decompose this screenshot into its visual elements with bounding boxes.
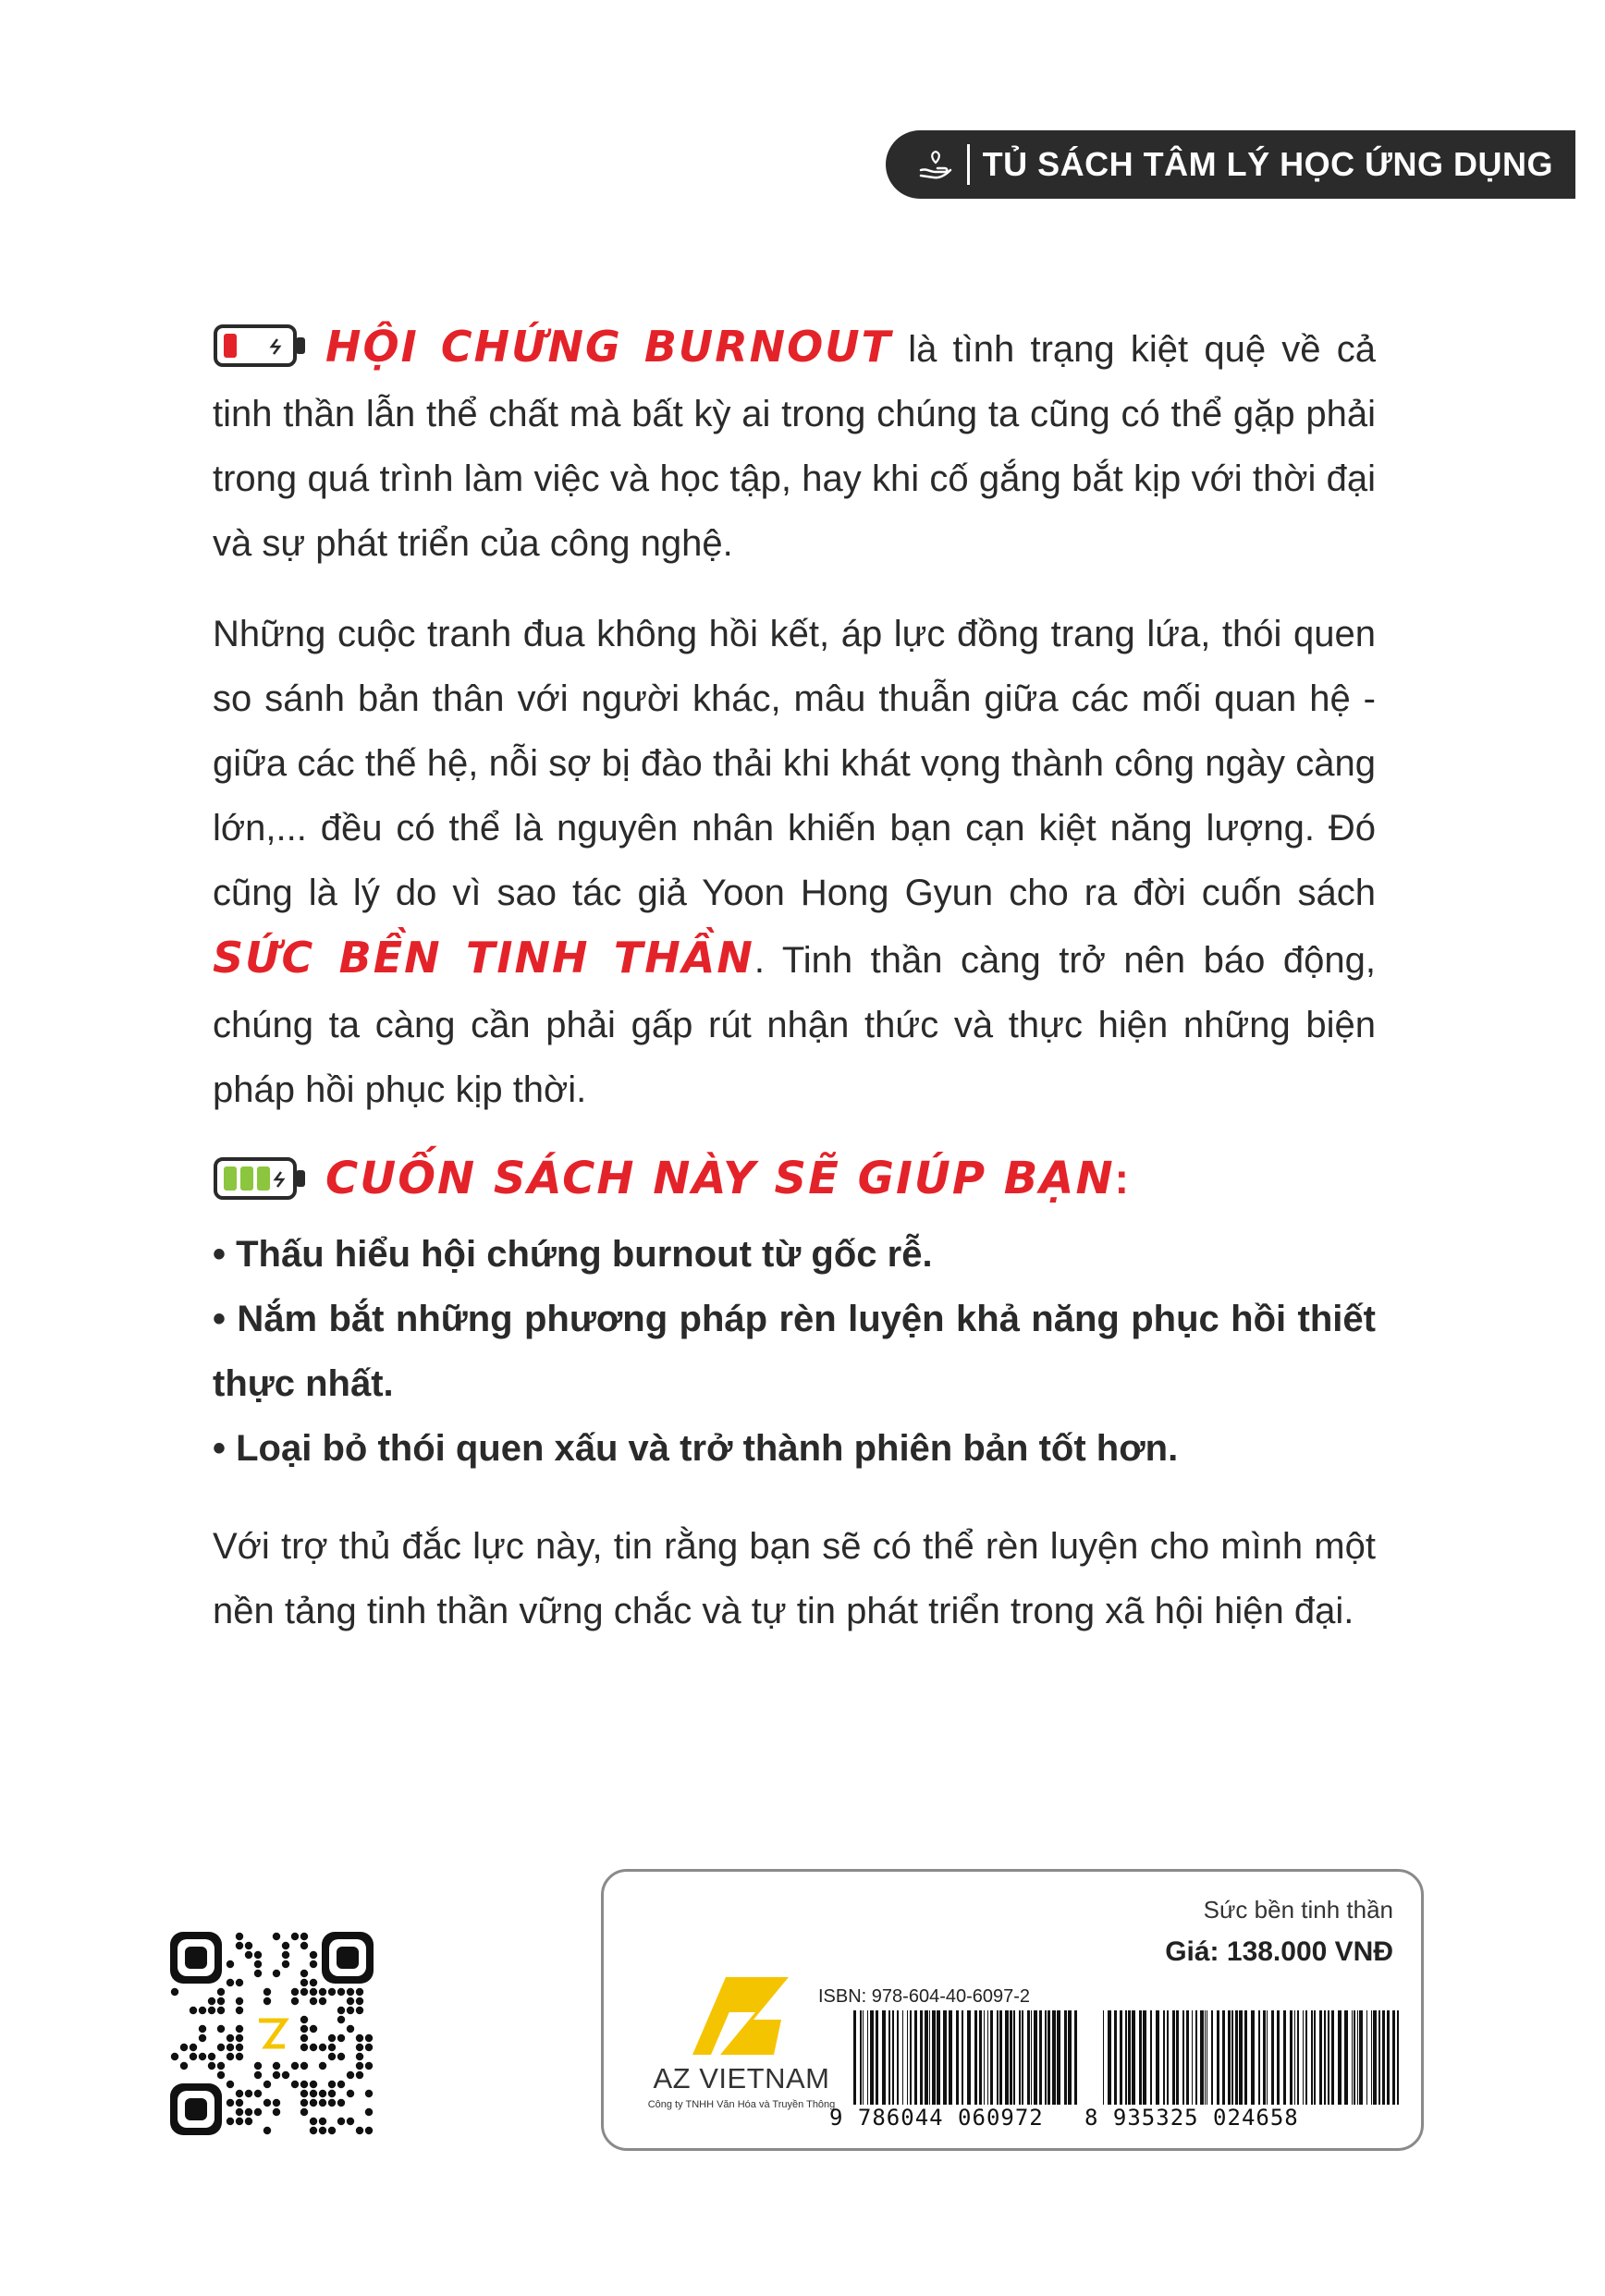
- publisher-info-box: [601, 1869, 1424, 2151]
- help-heading: [213, 1142, 1376, 1215]
- ean-barcode-number: 8 935325 024658: [1084, 2105, 1299, 2131]
- paragraph-causes: [213, 602, 1376, 1122]
- back-cover-text: [213, 314, 1376, 1643]
- price: Giá: 138.000 VNĐ: [1165, 1936, 1393, 1967]
- publisher-subtitle: Công ty TNHH Văn Hóa và Truyền Thông: [647, 2099, 836, 2110]
- paragraph2-text-before: Những cuộc tranh đua không hồi kết, áp lực đồng trang lứa, thói quen so sánh bản thân với người khác, mâu thuẫn giữa các mối quan hệ - giữa các thế hệ, nỗi sợ bị đào thải khi khát vọng thành công ngày càng lớn,... đều có thể là nguyên nhân khiến bạn cạn kiệt năng lượng. Đó cũng là lý do vì sao tác giả Yoon Hong Gyun cho ra đời cuốn sách: [213, 614, 1376, 913]
- paragraph2-text-after: . Tinh thần càng trở nên báo động, chúng ta càng cần phải gấp rút nhận thức và thực hiện những biện pháp hồi phục kịp thời.: [213, 940, 1377, 1110]
- series-badge: [886, 130, 1575, 199]
- benefit-item: • Loại bỏ thói quen xấu và trở thành phiên bản tốt hơn.: [213, 1428, 1179, 1469]
- book-title-highlight: SỨC BỀN TINH THẦN: [213, 933, 754, 983]
- isbn-barcode: [853, 2010, 1079, 2105]
- paragraph1-text: là tình trạng kiệt quệ về cả tinh thần lẫn thể chất mà bất kỳ ai trong chúng ta cũng có thể gặp phải trong quá trình làm việc và học tập, hay khi cố gắng bắt kịp với thời đại và sự phát triển của công nghệ.: [213, 329, 1376, 564]
- benefit-item: • Thấu hiểu hội chứng burnout từ gốc rễ.: [213, 1234, 933, 1275]
- help-heading-text: CUỐN SÁCH NÀY SẼ GIÚP BẠN: [325, 1153, 1115, 1204]
- book-title-small: Sức bền tinh thần: [1203, 1896, 1393, 1924]
- series-label: TỦ SÁCH TÂM LÝ HỌC ỨNG DỤNG: [982, 145, 1553, 183]
- full-battery-icon: [213, 1155, 309, 1202]
- az-vietnam-logo: [689, 1973, 792, 2057]
- publisher-name: AZ VIETNAM: [653, 2062, 830, 2094]
- hand-icon: [917, 146, 954, 183]
- burnout-highlight: HỘI CHỨNG BURNOUT: [325, 322, 892, 372]
- isbn-barcode-number: 9 786044 060972: [829, 2105, 1044, 2131]
- qr-code[interactable]: [170, 1932, 374, 2135]
- paragraph-closing: Với trợ thủ đắc lực này, tin rằng bạn sẽ có thể rèn luyện cho mình một nền tảng tinh thần vững chắc và tự tin phát triển trong xã hội hiện đại.: [213, 1526, 1376, 1631]
- badge-separator: [967, 144, 970, 185]
- help-heading-colon: :: [1114, 1154, 1129, 1203]
- low-battery-icon: [213, 323, 309, 369]
- paragraph-burnout: [213, 314, 1376, 576]
- benefit-list: [213, 1222, 1376, 1481]
- benefit-item: • Nắm bắt những phương pháp rèn luyện khả năng phục hồi thiết thực nhất.: [213, 1299, 1376, 1404]
- isbn: ISBN: 978-604-40-6097-2: [818, 1986, 1031, 2007]
- ean-barcode: [1103, 2010, 1399, 2105]
